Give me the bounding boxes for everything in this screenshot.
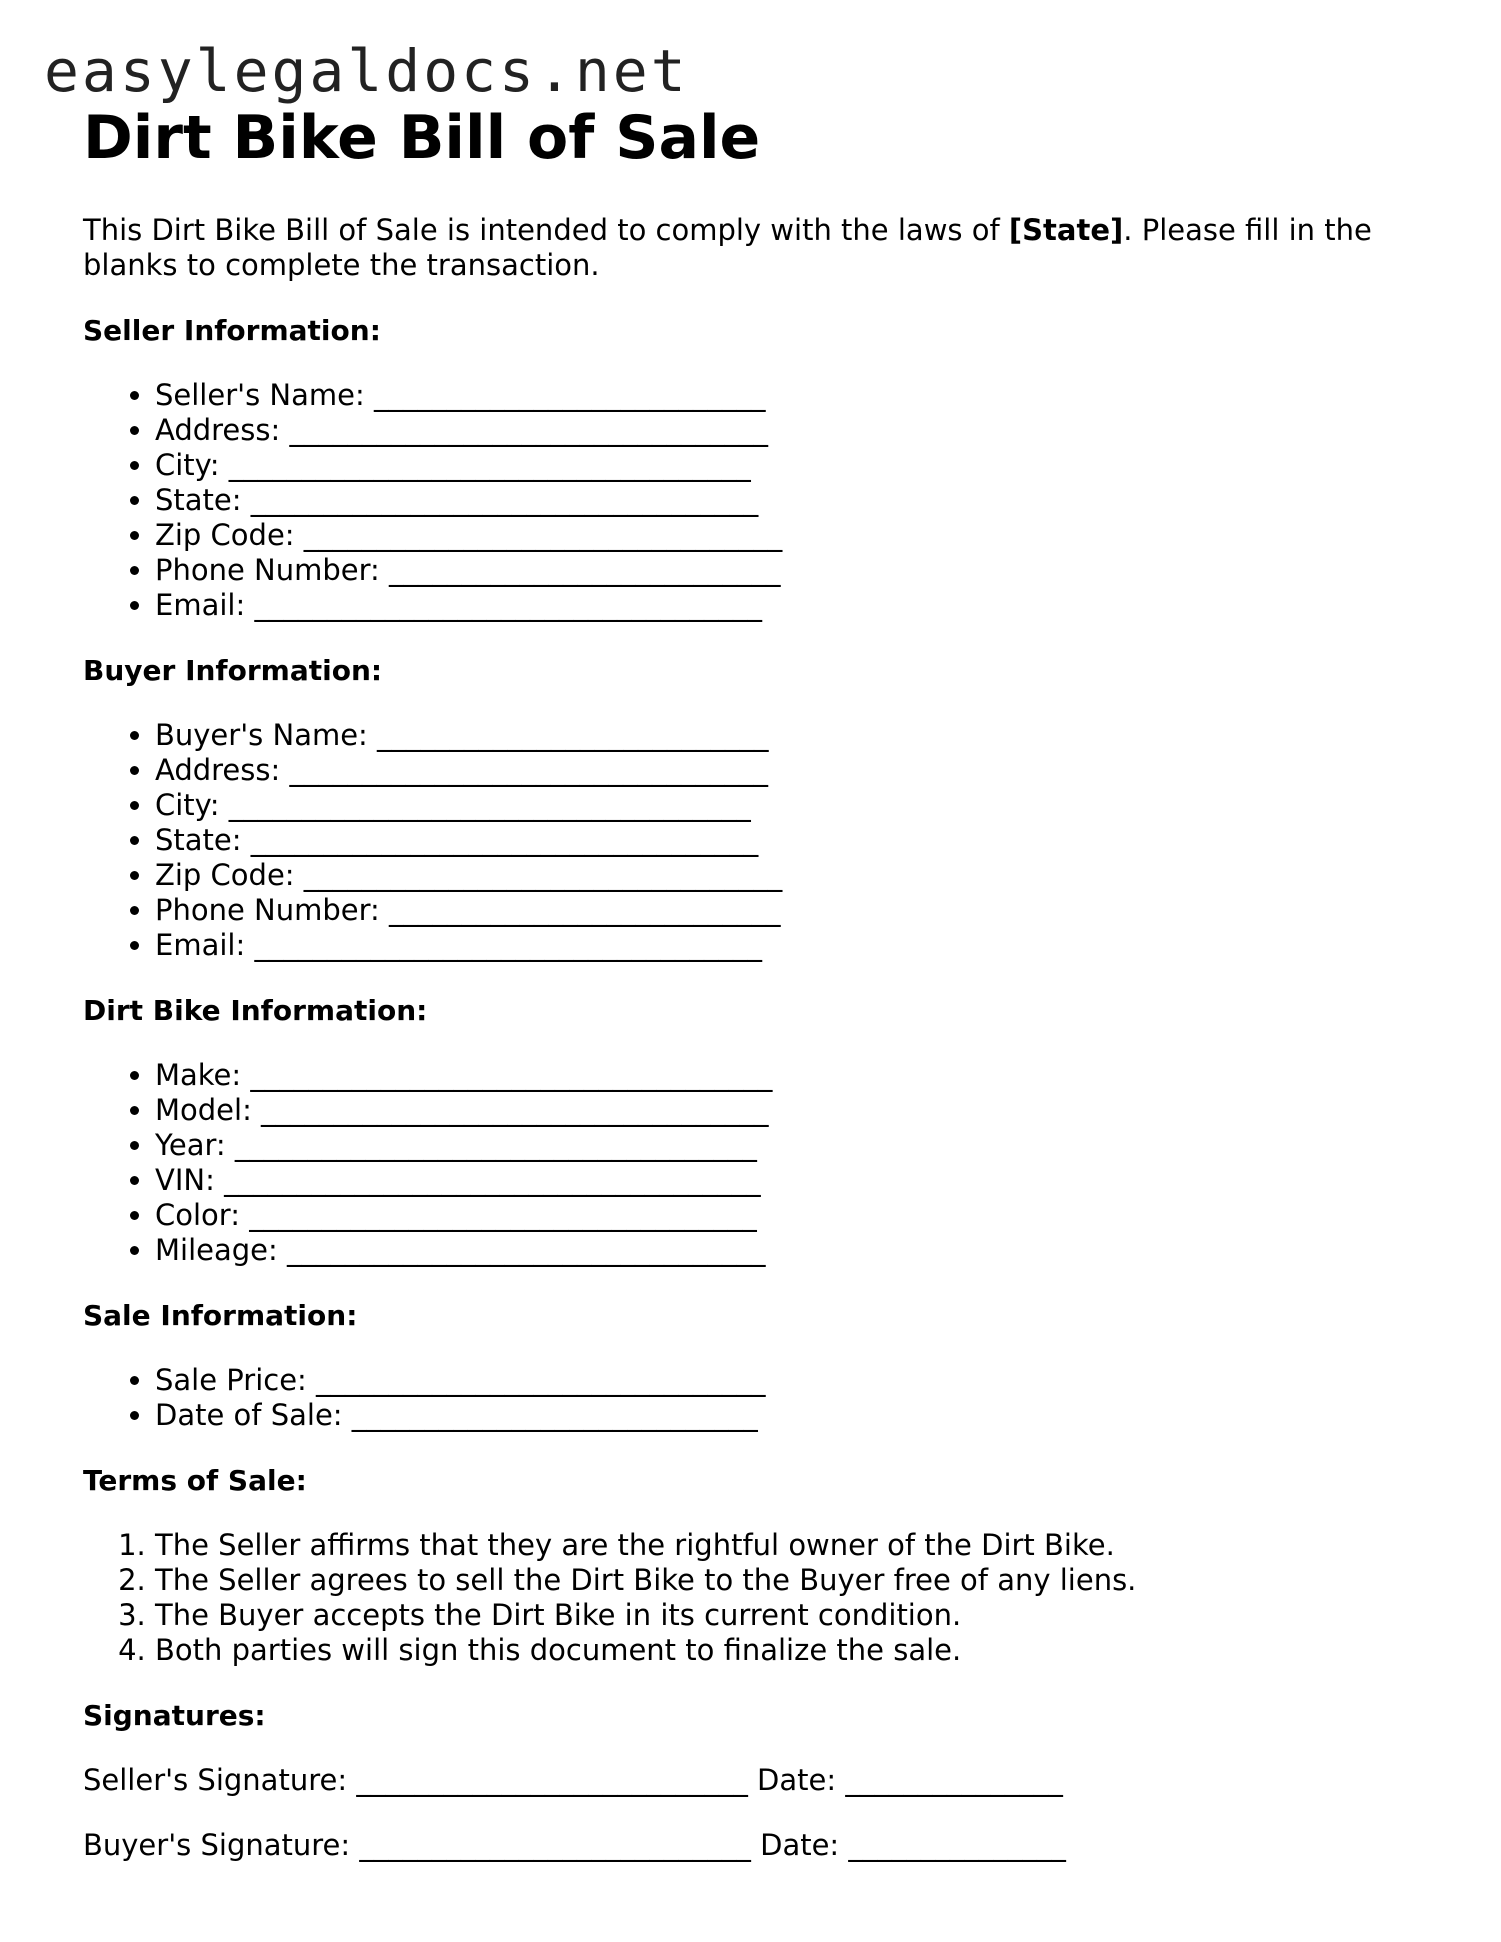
seller-signature-line[interactable]: Seller's Signature: ___________________________ Date: _______________ — [83, 1763, 1063, 1797]
intro-paragraph — [83, 213, 1423, 283]
sale-date-field[interactable]: • Date of Sale: ____________________________ — [155, 1398, 1423, 1433]
seller-state-field[interactable]: • State: ___________________________________ — [155, 483, 1423, 518]
sale-price-field[interactable]: • Sale Price: _______________________________ — [155, 1363, 1423, 1398]
buyer-info-list — [83, 718, 1423, 963]
signatures-section-heading: Signatures: — [83, 1699, 266, 1732]
bike-make-field[interactable]: • Make: ____________________________________ — [155, 1058, 1423, 1093]
document-title: Dirt Bike Bill of Sale — [83, 103, 761, 173]
buyer-section-heading: Buyer Information: — [83, 654, 383, 687]
term-item: 3. The Buyer accepts the Dirt Bike in its current condition. — [155, 1598, 1423, 1633]
seller-email-field[interactable]: • Email: ___________________________________ — [155, 588, 1423, 623]
buyer-zip-field[interactable]: • Zip Code: _________________________________ — [155, 858, 1423, 893]
intro-state-placeholder: [State] — [1008, 213, 1124, 247]
seller-section-heading: Seller Information: — [83, 314, 381, 347]
seller-address-field[interactable]: • Address: _________________________________ — [155, 413, 1423, 448]
seller-city-field[interactable]: • City: ____________________________________ — [155, 448, 1423, 483]
term-item: 1. The Seller affirms that they are the rightful owner of the Dirt Bike. — [155, 1528, 1423, 1563]
buyer-city-field[interactable]: • City: ____________________________________ — [155, 788, 1423, 823]
bike-mileage-field[interactable]: • Mileage: _________________________________ — [155, 1233, 1423, 1268]
bike-color-field[interactable]: • Color: ___________________________________ — [155, 1198, 1423, 1233]
watermark-text: easylegaldocs.net — [44, 37, 689, 105]
bike-section-heading: Dirt Bike Information: — [83, 994, 428, 1027]
buyer-signature-line[interactable]: Buyer's Signature: ___________________________ Date: _______________ — [83, 1828, 1066, 1862]
bike-year-field[interactable]: • Year: ____________________________________ — [155, 1128, 1423, 1163]
bike-info-list — [83, 1058, 1423, 1268]
seller-name-field[interactable]: • Seller's Name: ___________________________ — [155, 378, 1423, 413]
buyer-address-field[interactable]: • Address: _________________________________ — [155, 753, 1423, 788]
terms-list — [83, 1528, 1423, 1668]
buyer-email-field[interactable]: • Email: ___________________________________ — [155, 928, 1423, 963]
buyer-name-field[interactable]: • Buyer's Name: ___________________________ — [155, 718, 1423, 753]
seller-zip-field[interactable]: • Zip Code: _________________________________ — [155, 518, 1423, 553]
document-body — [83, 213, 1423, 1893]
bike-model-field[interactable]: • Model: ___________________________________ — [155, 1093, 1423, 1128]
sale-info-list — [83, 1363, 1423, 1433]
intro-text-before: This Dirt Bike Bill of Sale is intended to comply with the laws of — [83, 213, 1009, 247]
terms-section-heading: Terms of Sale: — [83, 1464, 307, 1497]
term-item: 4. Both parties will sign this document to finalize the sale. — [155, 1633, 1423, 1668]
sale-section-heading: Sale Information: — [83, 1299, 358, 1332]
seller-phone-field[interactable]: • Phone Number: ___________________________ — [155, 553, 1423, 588]
buyer-state-field[interactable]: • State: ___________________________________ — [155, 823, 1423, 858]
intro-text-after: . Please fill in the blanks to complete the transaction. — [83, 213, 1372, 282]
bike-vin-field[interactable]: • VIN: _____________________________________ — [155, 1163, 1423, 1198]
seller-info-list — [83, 378, 1423, 623]
term-item: 2. The Seller agrees to sell the Dirt Bike to the Buyer free of any liens. — [155, 1563, 1423, 1598]
buyer-phone-field[interactable]: • Phone Number: ___________________________ — [155, 893, 1423, 928]
